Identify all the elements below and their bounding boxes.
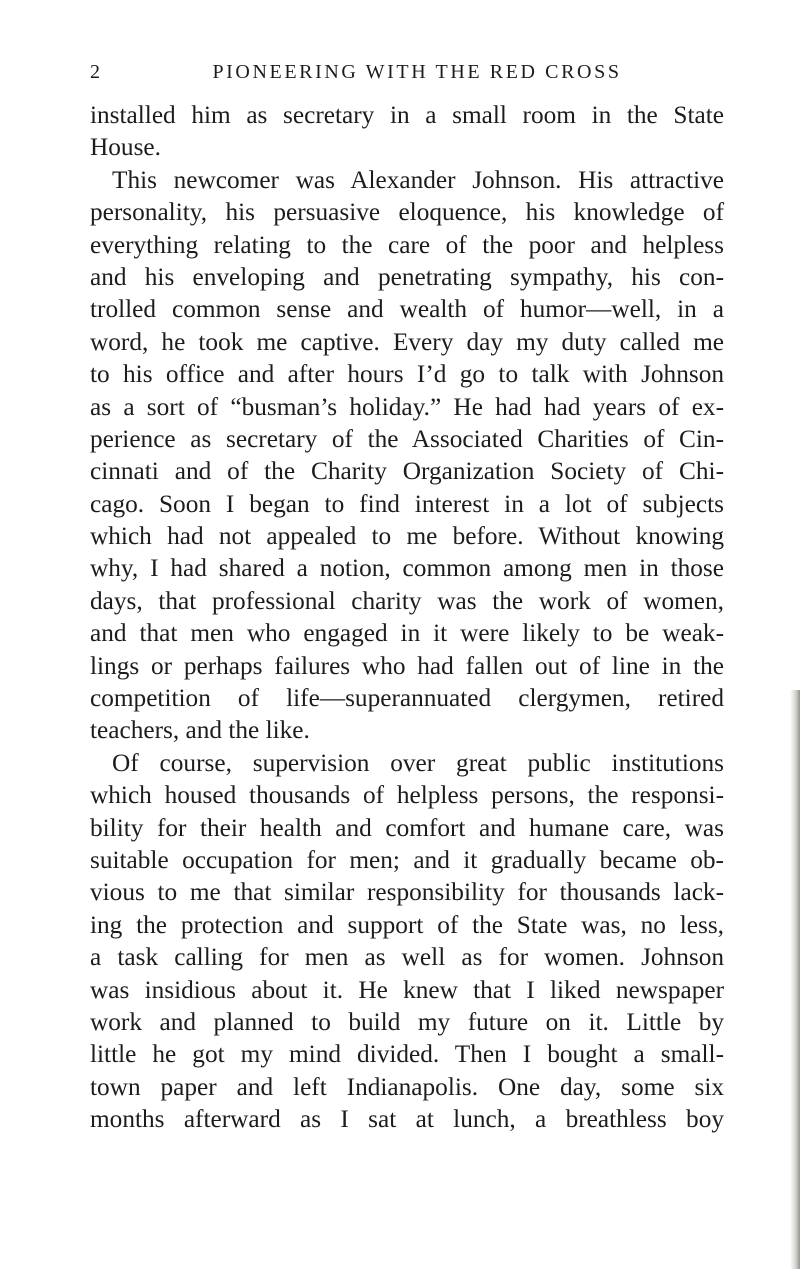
text-line: cinnati and of the Charity Organization Society of Chi- (90, 457, 724, 486)
text-line: and that men who engaged in it were likely to be weak- (90, 619, 724, 648)
text-line: little he got my mind divided. Then I bought a small- (90, 1040, 724, 1069)
text-line: House. (90, 133, 161, 162)
text-line: was insidious about it. He knew that I liked newspaper (90, 975, 724, 1004)
text-line: town paper and left Indianapolis. One day, some six (90, 1072, 724, 1101)
running-title: PIONEERING WITH THE RED CROSS (212, 61, 622, 83)
text-line: everything relating to the care of the poor and helpless (90, 230, 724, 259)
page-edge-shadow (790, 690, 800, 1269)
paragraph-start-line: This newcomer was Alexander Johnson. His attractive (112, 165, 724, 194)
page-number: 2 (90, 61, 100, 83)
text-line: bility for their health and comfort and humane care, was (90, 813, 724, 842)
body-text (90, 99, 724, 1136)
text-line: as a sort of “busman’s holiday.” He had had years of ex- (90, 392, 724, 421)
text-line: lings or perhaps failures who had fallen out of line in the (90, 651, 724, 680)
text-line: vious to me that similar responsibility for thousands lack- (90, 878, 724, 907)
text-line: cago. Soon I began to find interest in a lot of subjects (90, 489, 724, 518)
text-line: personality, his persuasive eloquence, his knowledge of (90, 198, 724, 227)
text-line: and his enveloping and penetrating sympathy, his con- (90, 262, 724, 291)
text-line: trolled common sense and wealth of humor—well, in a (90, 295, 724, 324)
text-line: to his office and after hours I’d go to talk with Johnson (90, 360, 724, 389)
text-line: months afterward as I sat at lunch, a breathless boy (90, 1105, 724, 1134)
text-line: perience as secretary of the Associated Charities of Cin- (90, 424, 724, 453)
text-line: teachers, and the like. (90, 716, 310, 745)
text-line: a task calling for men as well as for women. Johnson (90, 943, 724, 972)
text-line: which housed thousands of helpless persons, the responsi- (90, 781, 724, 810)
text-line: which had not appealed to me before. Without knowing (90, 522, 724, 551)
text-line: installed him as secretary in a small room in the State (90, 101, 724, 129)
paragraph-start-line: Of course, supervision over great public institutions (112, 748, 724, 777)
text-line: competition of life—superannuated clergymen, retired (90, 684, 724, 713)
running-header (90, 56, 724, 88)
text-line: suitable occupation for men; and it gradually became ob- (90, 845, 724, 874)
text-line: ing the protection and support of the State was, no less, (90, 910, 724, 939)
text-line: word, he took me captive. Every day my duty called me (90, 327, 724, 356)
text-line: work and planned to build my future on it. Little by (90, 1007, 724, 1036)
text-line: days, that professional charity was the work of women, (90, 586, 724, 615)
text-line: why, I had shared a notion, common among men in those (90, 554, 724, 583)
